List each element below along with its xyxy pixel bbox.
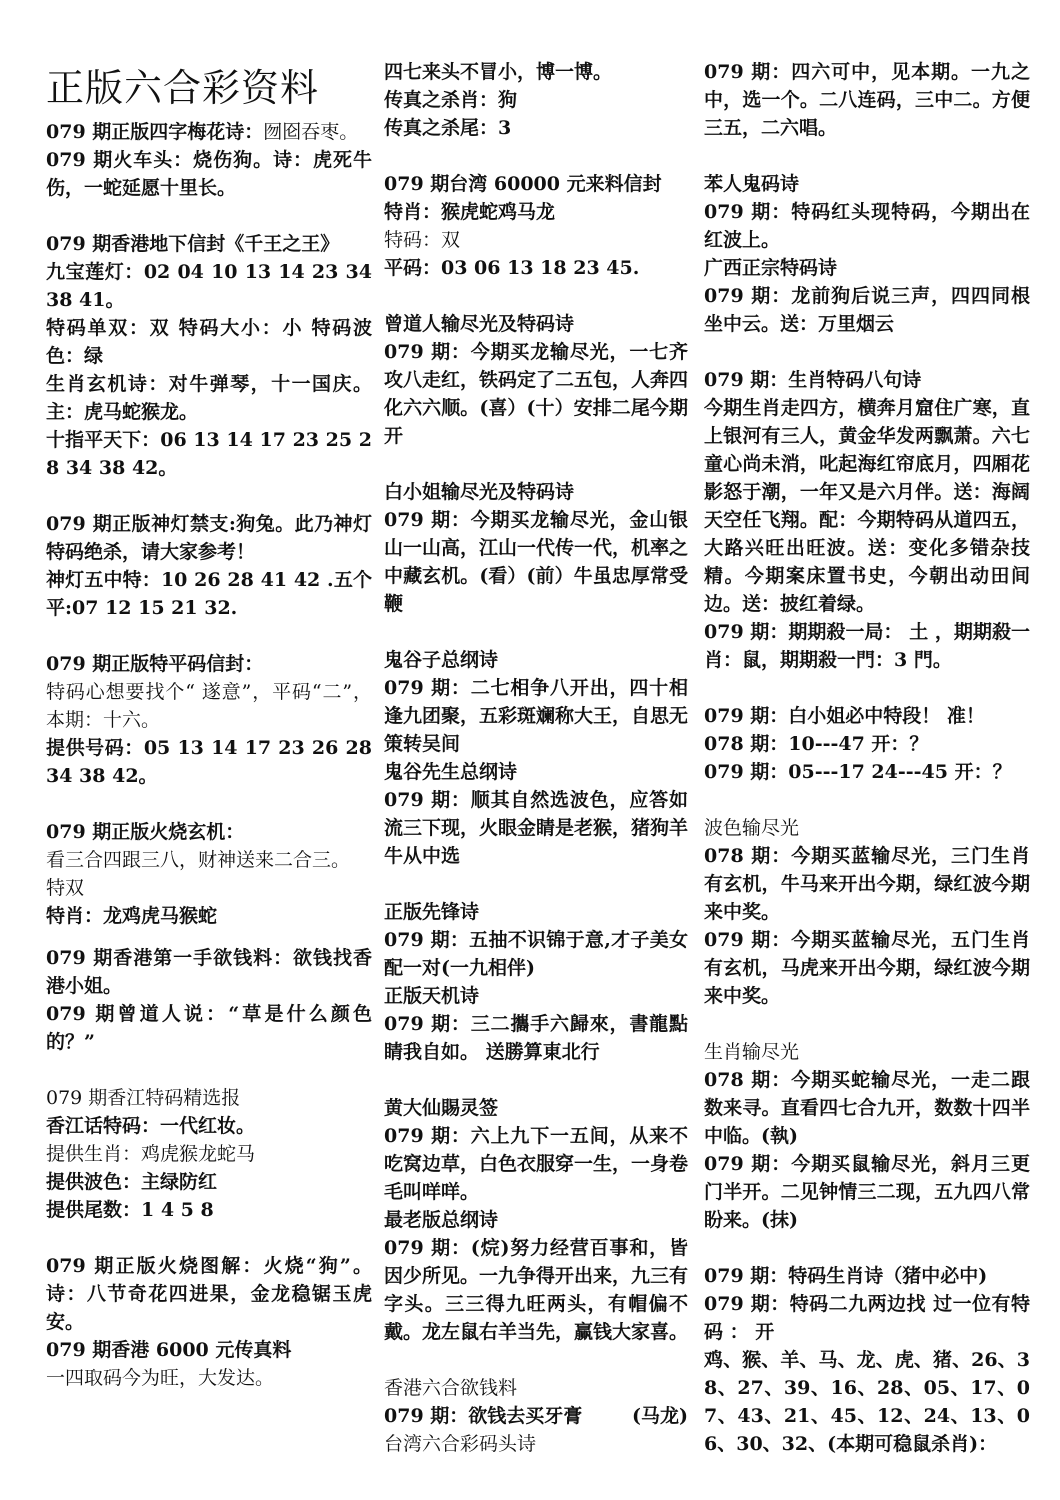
text-line: 特双 bbox=[46, 877, 85, 899]
section-heading: 079 期正版神灯禁支:狗兔。此乃神灯特码绝杀，请大家参考！ bbox=[46, 513, 372, 563]
section-heading: 079 期：生肖特码八句诗 bbox=[704, 369, 922, 391]
text-line: 特码心想要找个“ 遂意”，平码“二”，本期：十六。 bbox=[46, 681, 372, 731]
text-line: 香江话特码：一代红妆。 bbox=[46, 1115, 256, 1137]
text-line: 传真之杀肖：狗 bbox=[384, 89, 518, 111]
text-line: 079 期：五抽不识锦于意,才子美女配一对(一九相伴) bbox=[384, 929, 688, 979]
section-heading: 广西正宗特码诗 bbox=[704, 257, 838, 279]
section-heading: 波色输尽光 bbox=[704, 817, 800, 839]
section-heading: 正版先锋诗 bbox=[384, 901, 480, 923]
text-line: 079 期：白小姐必中特段！ 准！ bbox=[704, 705, 985, 727]
text-line: 十指平天下：06 13 14 17 23 25 28 34 38 42。 bbox=[46, 429, 372, 479]
section-heading: 香港六合欲钱料 bbox=[384, 1377, 518, 1399]
text-line: 四七来头不冒小，博一博。 bbox=[384, 61, 613, 83]
text-line: 079 期：特码生肖诗（猪中必中) bbox=[704, 1265, 988, 1287]
text-line: 079 期火车头：烧伤狗。诗：虎死牛伤，一蛇延愿十里长。 bbox=[46, 149, 372, 199]
section-heading: 鬼谷先生总纲诗 bbox=[384, 761, 518, 783]
section-heading: 苯人鬼码诗 bbox=[704, 173, 800, 195]
text-line: 079 期：今期买蓝输尽光，五门生肖有玄机，马虎来开出今期，绿红波今期来中奖。 bbox=[704, 929, 1030, 1007]
text-line: 看三合四跟三八，财神送来二合三。 bbox=[46, 849, 351, 871]
section-heading: 黄大仙賜灵签 bbox=[384, 1097, 499, 1119]
text-line: 078 期：10---47 开：？ bbox=[704, 733, 929, 755]
text-line: 079 期香港第一手欲钱料：欲钱找香港小姐。 bbox=[46, 947, 372, 997]
text-line: 传真之杀尾：3 bbox=[384, 117, 512, 139]
text-line: 提供波色：主绿防红 bbox=[46, 1171, 218, 1193]
text-line: 079 期：今期买龙输尽光，金山银山一山高，江山一代传一代，机率之中藏玄机。(看）(前）牛虽忠厚常受鞭 bbox=[384, 509, 689, 615]
section-heading: 079 期香港 6000 元传真料 bbox=[46, 1339, 292, 1361]
section-heading: 079 期香江特码精选报 bbox=[46, 1087, 241, 1109]
text-line: 生肖玄机诗：对牛弹琴，十一国庆。主：虎马蛇猴龙。 bbox=[46, 373, 372, 423]
section-heading: 079 期正版火烧玄机： bbox=[46, 821, 245, 843]
text-line: 特码：双 bbox=[384, 229, 461, 251]
text-line: 079 期：二七相争八开出，四十相逢九团聚，五彩斑斓称大王，自思无策转吴间 bbox=[384, 677, 689, 755]
text-line: 特肖：猴虎蛇鸡马龙 bbox=[384, 201, 556, 223]
text-line: 079 期：期期殺一局： 土 ，期期殺一肖：鼠，期期殺一門：3 門。 bbox=[704, 621, 1030, 671]
section-heading: 正版天机诗 bbox=[384, 985, 480, 1007]
text-line: 一四取码今为旺，大发达。 bbox=[46, 1367, 275, 1389]
text-line: 079 期：龙前狗后说三声，四四同根坐中云。送：万里烟云 bbox=[704, 285, 1030, 335]
text-line: 079 期：三二攜手六歸來，書龍點睛我自如。 送勝算東北行 bbox=[384, 1013, 688, 1063]
text-line: 079 期：六上九下一五间，从来不吃窝边草，白色衣服穿一生，一身卷毛叫咩咩。 bbox=[384, 1125, 689, 1203]
text-line: 特肖：龙鸡虎马猴蛇 bbox=[46, 905, 218, 927]
text-line: 特码单双：双 特码大小：小 特码波色：绿 bbox=[46, 317, 372, 367]
text-line: 078 期：今期买蓝输尽光，三门生肖有玄机，牛马来开出今期，绿红波今期来中奖。 bbox=[704, 845, 1030, 923]
text-line: 九宝莲灯：02 04 10 13 14 23 34 38 41。 bbox=[46, 261, 372, 311]
text-line: 079 期：特码红头现特码，今期出在红波上。 bbox=[704, 201, 1030, 251]
text-line: 079 期：(烷)努力经营百事和，皆因少所见。一九争得开出来，九三有字头。三三得九旺两头，有帽偏不戴。龙左鼠右羊当先，赢钱大家喜。 bbox=[384, 1237, 689, 1343]
text-line: 平码：03 06 13 18 23 45. bbox=[384, 257, 640, 279]
text-line: 提供生肖：鸡虎猴龙蛇马 bbox=[46, 1143, 256, 1165]
text-line: 鸡、猴、羊、马、龙、虎、猪、26、38、27、39、16、28、05、17、07、43、21、45、12、24、13、06、30、32、(本期可稳鼠杀肖)： bbox=[704, 1349, 1030, 1455]
text-line: 079 期：05---17 24---45 开：？ bbox=[704, 761, 1012, 783]
text-line: 079 期：欲钱去买牙膏 (马龙) bbox=[384, 1405, 688, 1427]
text-line: 台湾六合彩码头诗 bbox=[384, 1433, 537, 1455]
page-title: 正版六合彩资料 bbox=[46, 66, 320, 110]
section-heading: 079 期香港地下信封《千王之王》 bbox=[46, 233, 340, 255]
text-line: 079 期正版四字梅花诗：囫囵吞枣。 bbox=[46, 121, 359, 143]
section-heading: 079 期正版特平码信封： bbox=[46, 653, 264, 675]
text-line: 079 期：今期买鼠输尽光，斜月三更门半开。二见钟情三二现，五九四八常盼来。(抹) bbox=[704, 1153, 1030, 1231]
text-line: 079 期曾道人说：“草是什么颜色的？” bbox=[46, 1003, 372, 1053]
column-middle bbox=[384, 58, 688, 1458]
text-line: 提供号码：05 13 14 17 23 26 28 34 38 42。 bbox=[46, 737, 372, 787]
text-line: 提供尾数：1 4 5 8 bbox=[46, 1199, 214, 1221]
column-left bbox=[46, 62, 372, 1392]
section-heading: 生肖输尽光 bbox=[704, 1041, 800, 1063]
text-line: 079 期：四六可中，见本期。一九之中，选一个。二八连码，三中二。方便三五，二六唱。 bbox=[704, 61, 1030, 139]
text-line: 079 期正版火烧图解：火烧“狗”。诗：八节奇花四进果，金龙稳锯玉虎安。 bbox=[46, 1255, 372, 1333]
section-heading: 曾道人输尽光及特码诗 bbox=[384, 313, 575, 335]
section-heading: 079 期台湾 60000 元来料信封 bbox=[384, 173, 662, 195]
text-line: 今期生肖走四方，横奔月窟住广寒，直上银河有三人，黄金华发两飘萧。六七童心尚未消，叱起海红帘底月，四厢花影怒于潮，一年又是六月伴。送：海阔天空任飞翔。配：今期特码从道四五，大路兴旺出旺波。送：变化多错杂技精。今期案床置书史，今朝出动田间边。送：披红着绿。 bbox=[704, 397, 1030, 615]
section-heading: 最老版总纲诗 bbox=[384, 1209, 499, 1231]
text-line: 079 期：今期买龙输尽光，一七齐攻八走红，铁码定了二五包，人奔四化六六顺。(喜）(十）安排二尾今期开 bbox=[384, 341, 689, 447]
section-heading: 鬼谷子总纲诗 bbox=[384, 649, 499, 671]
text-line: 079 期：顺其自然选波色，应答如流三下现，火眼金睛是老猴，猪狗羊牛从中选 bbox=[384, 789, 689, 867]
column-right bbox=[704, 58, 1030, 1458]
section-heading: 白小姐输尽光及特码诗 bbox=[384, 481, 575, 503]
text-line: 神灯五中特：10 26 28 41 42 .五个平:07 12 15 21 32. bbox=[46, 569, 372, 619]
text-line: 079 期：特码二九两边找 过一位有特码 ： 开 bbox=[704, 1293, 1030, 1343]
text-line: 078 期：今期买蛇输尽光，一走二跟数来寻。直看四七合九开，数数十四半中临。(執) bbox=[704, 1069, 1030, 1147]
